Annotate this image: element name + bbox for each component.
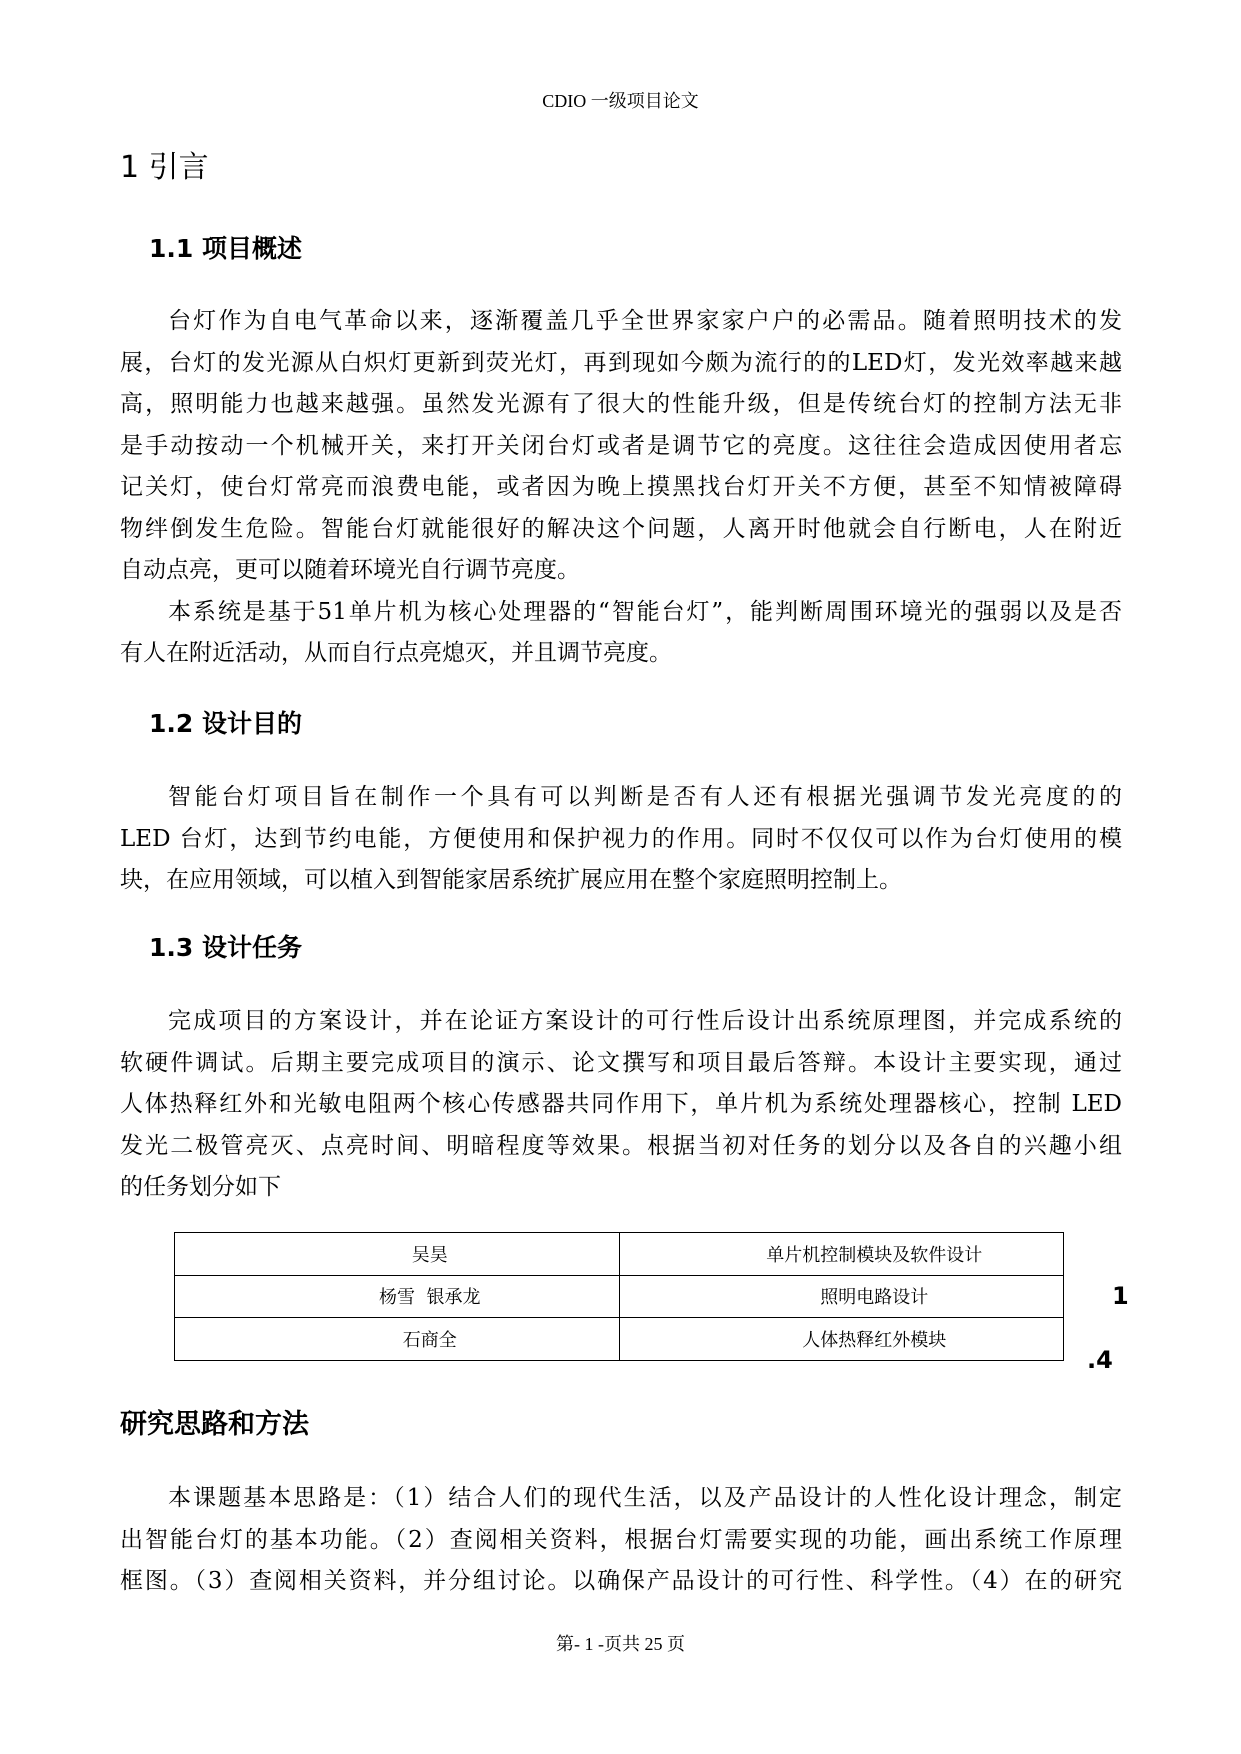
table-cell-task: 单片机控制模块及软件设计 xyxy=(619,1233,1064,1276)
paragraph xyxy=(120,1001,1122,1209)
text-line: 展，台灯的发光源从白炽灯更新到荧光灯，再到现如今颇为流行的的LED灯，发光效率越来越 xyxy=(120,349,1122,376)
paragraph xyxy=(120,777,1122,902)
running-header: CDIO 一级项目论文 xyxy=(542,91,699,111)
section-1-1-body xyxy=(120,301,1122,675)
table-cell-members: 吴昊 xyxy=(175,1233,620,1276)
section-heading-1-1: 1.1 项目概述 xyxy=(149,234,302,263)
text-line: 本系统是基于51单片机为核心处理器的“智能台灯”，能判断周围环境光的强弱以及是否 xyxy=(168,598,1122,625)
text-line: 人体热释红外和光敏电阻两个核心传感器共同作用下，单片机为系统处理器核心，控制 LED xyxy=(120,1091,1122,1117)
text-line: 完成项目的方案设计，并在论证方案设计的可行性后设计出系统原理图，并完成系统的 xyxy=(168,1008,1122,1034)
text-line: 高，照明能力也越来越强。虽然发光源有了很大的性能升级，但是传统台灯的控制方法无非 xyxy=(120,391,1122,417)
chapter-title: 1 引言 xyxy=(120,150,209,185)
table-row xyxy=(175,1275,1064,1318)
text-line: 有人在附近活动，从而自行点亮熄灭，并且调节亮度。 xyxy=(120,640,672,666)
table-row xyxy=(175,1233,1064,1276)
heading-number-fragment: 1 xyxy=(1112,1282,1129,1310)
text-line: 台灯作为自电气革命以来，逐渐覆盖几乎全世界家家户户的必需品。随着照明技术的发 xyxy=(168,308,1122,334)
table-row xyxy=(175,1318,1064,1361)
text-line: 是手动按动一个机械开关，来打开关闭台灯或者是调节它的亮度。这往往会造成因使用者忘 xyxy=(120,432,1122,459)
text-line: 自动点亮，更可以随着环境光自行调节亮度。 xyxy=(120,557,580,583)
text-line: 记关灯，使台灯常亮而浪费电能，或者因为晚上摸黑找台灯开关不方便，甚至不知情被障碍 xyxy=(120,474,1122,500)
paragraph xyxy=(120,592,1122,675)
section-1-2-body xyxy=(120,777,1122,902)
text-line: 出智能台灯的基本功能。（2）查阅相关资料，根据台灯需要实现的功能，画出系统工作原理 xyxy=(120,1526,1122,1553)
table-cell-task: 人体热释红外模块 xyxy=(619,1318,1064,1361)
paragraph xyxy=(120,301,1122,592)
task-assignment-table xyxy=(174,1232,1064,1361)
text-line: 物绊倒发生危险。智能台灯就能很好的解决这个问题，人离开时他就会自行断电，人在附近 xyxy=(120,515,1122,542)
text-line: 的任务划分如下 xyxy=(120,1174,281,1200)
text-line: 软硬件调试。后期主要完成项目的演示、论文撰写和项目最后答辩。本设计主要实现，通过 xyxy=(120,1049,1122,1076)
section-heading-1-4: 研究思路和方法 xyxy=(120,1409,309,1440)
text-line: 本课题基本思路是：（1）结合人们的现代生活，以及产品设计的人性化设计理念，制定 xyxy=(168,1485,1122,1511)
section-1-4-body xyxy=(120,1478,1122,1603)
text-line: 框图。（3）查阅相关资料，并分组讨论。以确保产品设计的可行性、科学性。（4）在的研究 xyxy=(120,1568,1122,1594)
section-1-3-body xyxy=(120,1001,1122,1209)
section-heading-1-2: 1.2 设计目的 xyxy=(149,709,302,738)
text-line: 发光二极管亮灭、点亮时间、明暗程度等效果。根据当初对任务的划分以及各自的兴趣小组 xyxy=(120,1132,1122,1159)
text-line: 智能台灯项目旨在制作一个具有可以判断是否有人还有根据光强调节发光亮度的的 xyxy=(168,784,1122,810)
heading-number-fragment: .4 xyxy=(1087,1346,1113,1374)
table-cell-members: 石商全 xyxy=(175,1318,620,1361)
section-heading-1-3: 1.3 设计任务 xyxy=(149,933,302,962)
paragraph xyxy=(120,1478,1122,1603)
text-line: 块，在应用领域，可以植入到智能家居系统扩展应用在整个家庭照明控制上。 xyxy=(120,867,902,893)
table-cell-task: 照明电路设计 xyxy=(619,1275,1064,1318)
text-line: LED 台灯，达到节约电能，方便使用和保护视力的作用。同时不仅仅可以作为台灯使用的模 xyxy=(120,825,1122,852)
table-cell-members: 杨雪 银承龙 xyxy=(175,1275,620,1318)
page-number-footer: 第- 1 -页共 25 页 xyxy=(556,1634,685,1654)
